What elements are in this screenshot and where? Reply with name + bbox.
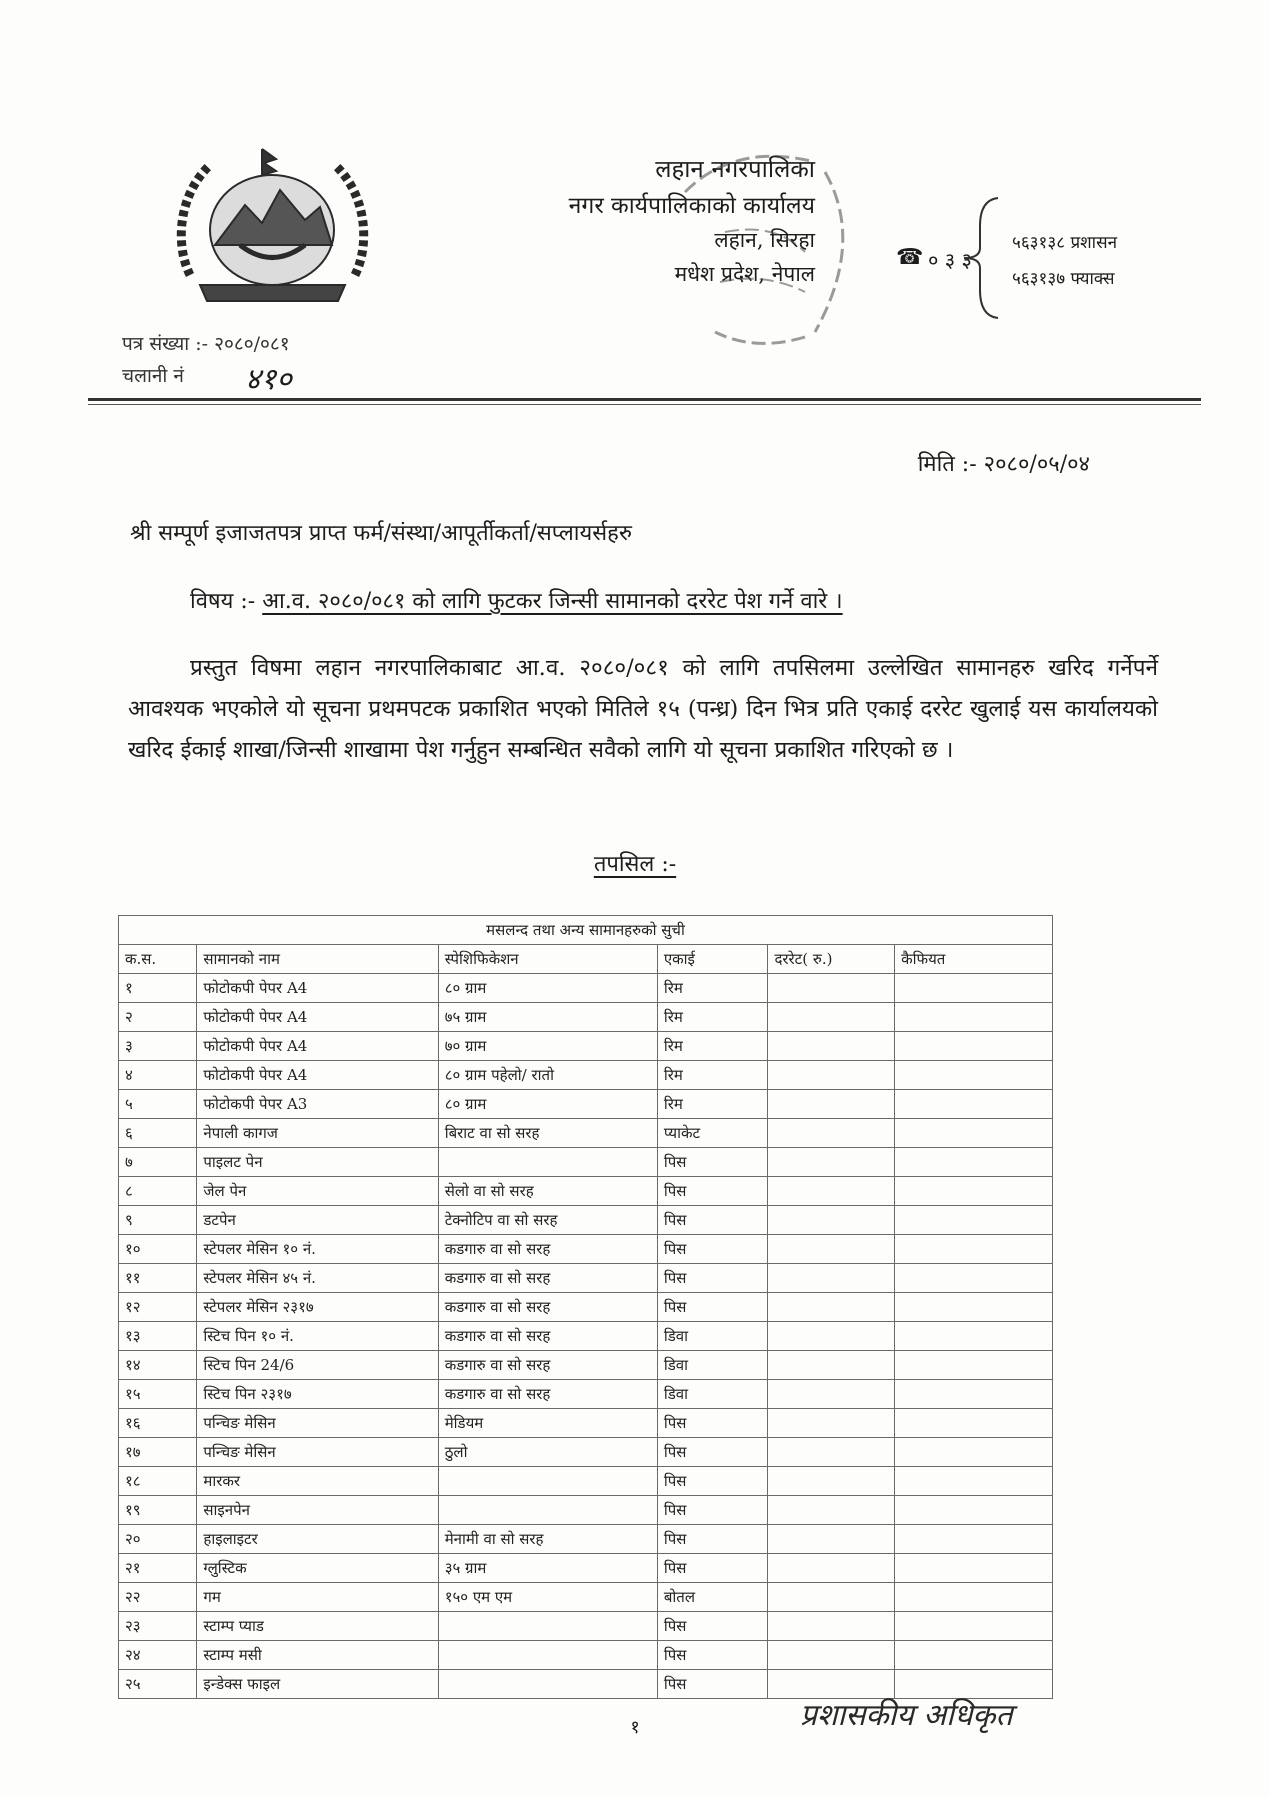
table-row [119, 1554, 1053, 1583]
signature: प्रशासकीय अधिकृत [800, 1698, 1013, 1733]
cell-sn: २२ [119, 1583, 197, 1612]
cell-rate [768, 1177, 895, 1206]
table-row [119, 1438, 1053, 1467]
header-rule-thin [88, 404, 1201, 405]
cell-rate [768, 1583, 895, 1612]
office-province: मधेश प्रदेश, नेपाल [674, 262, 815, 286]
cell-item: इन्डेक्स फाइल [197, 1670, 438, 1699]
cell-spec: टेक्नोटिप वा सो सरह [438, 1206, 657, 1235]
subject-text: आ.व. २०८०/०८१ को लागि फुटकर जिन्सी सामानको दररेट पेश गर्ने वारे । [262, 589, 843, 614]
table-row [119, 1003, 1053, 1032]
cell-sn: ४ [119, 1061, 197, 1090]
cell-spec: ८० ग्राम [438, 1090, 657, 1119]
cell-unit: पिस [657, 1206, 768, 1235]
cell-item: स्टाम्प मसी [197, 1641, 438, 1670]
table-row [119, 1525, 1053, 1554]
cell-remarks [895, 1206, 1053, 1235]
cell-spec: कडगारु वा सो सरह [438, 1235, 657, 1264]
table-row [119, 1293, 1053, 1322]
cell-spec: ३५ ग्राम [438, 1554, 657, 1583]
cell-sn: २४ [119, 1641, 197, 1670]
cell-spec: ठुलो [438, 1438, 657, 1467]
cell-sn: १ [119, 974, 197, 1003]
cell-remarks [895, 1264, 1053, 1293]
schedule-heading [0, 848, 1270, 878]
cell-spec: कडगारु वा सो सरह [438, 1293, 657, 1322]
cell-sn: ३ [119, 1032, 197, 1061]
table-row [119, 1467, 1053, 1496]
cell-item: जेल पेन [197, 1177, 438, 1206]
table-row [119, 1061, 1053, 1090]
cell-remarks [895, 1148, 1053, 1177]
cell-spec: सेलो वा सो सरह [438, 1177, 657, 1206]
table-row [119, 1177, 1053, 1206]
cell-item: स्टाम्प प्याड [197, 1612, 438, 1641]
cell-sn: २३ [119, 1612, 197, 1641]
cell-sn: ६ [119, 1119, 197, 1148]
cell-remarks [895, 1235, 1053, 1264]
cell-spec [438, 1641, 657, 1670]
cell-sn: १० [119, 1235, 197, 1264]
col-header-item: सामानको नाम [197, 945, 438, 974]
cell-unit: रिम [657, 1003, 768, 1032]
cell-item: पन्चिङ मेसिन [197, 1409, 438, 1438]
cell-remarks [895, 1032, 1053, 1061]
cell-spec: ८० ग्राम पहेलो/ रातो [438, 1061, 657, 1090]
cell-sn: ९ [119, 1206, 197, 1235]
cell-spec: कडगारु वा सो सरह [438, 1351, 657, 1380]
table-row [119, 1583, 1053, 1612]
nepal-emblem-icon [170, 135, 375, 310]
cell-unit: पिस [657, 1525, 768, 1554]
body-paragraph: प्रस्तुत विषमा लहान नगरपालिकाबाट आ.व. २०८०/०८१ को लागि तपसिलमा उल्लेखित सामानहरु खरिद गर्नेपर्ने आवश्यक भएकोले यो सूचना प्रथमपटक प्रकाशित भएको मितिले १५ (पन्ध्र) दिन भित्र प्रति एकाई दररेट खुलाई यस कार्यालयको खरिद ईकाई शाखा/जिन्सी शाखामा पेश गर्नुहुन सम्बन्धित सवैको लागि यो सूचना प्रकाशित गरिएको छ । [128, 655, 1158, 763]
table-row [119, 1641, 1053, 1670]
cell-remarks [895, 1525, 1053, 1554]
cell-rate [768, 1061, 895, 1090]
table-row [119, 1409, 1053, 1438]
table-row [119, 1264, 1053, 1293]
cell-sn: २१ [119, 1554, 197, 1583]
cell-sn: १९ [119, 1496, 197, 1525]
cell-unit: रिम [657, 1090, 768, 1119]
cell-remarks [895, 1641, 1053, 1670]
col-header-unit: एकाई [657, 945, 768, 974]
cell-sn: १५ [119, 1380, 197, 1409]
cell-spec: १५० एम एम [438, 1583, 657, 1612]
cell-remarks [895, 1351, 1053, 1380]
cell-spec [438, 1496, 657, 1525]
cell-unit: डिवा [657, 1322, 768, 1351]
cell-spec: मेडियम [438, 1409, 657, 1438]
cell-unit: पिस [657, 1409, 768, 1438]
cell-unit: पिस [657, 1612, 768, 1641]
cell-sn: ७ [119, 1148, 197, 1177]
cell-unit: डिवा [657, 1380, 768, 1409]
cell-rate [768, 1554, 895, 1583]
cell-item: साइनपेन [197, 1496, 438, 1525]
cell-item: पन्चिङ मेसिन [197, 1438, 438, 1467]
cell-rate [768, 1264, 895, 1293]
cell-item: स्टिच पिन २३१७ [197, 1380, 438, 1409]
cell-spec: ७० ग्राम [438, 1032, 657, 1061]
cell-rate [768, 1496, 895, 1525]
table-row [119, 1380, 1053, 1409]
cell-spec [438, 1467, 657, 1496]
cell-unit: डिवा [657, 1351, 768, 1380]
subject-line [190, 585, 843, 615]
cell-remarks [895, 1119, 1053, 1148]
cell-item: ग्लुस्टिक [197, 1554, 438, 1583]
cell-rate [768, 1525, 895, 1554]
cell-item: स्टिच पिन 24/6 [197, 1351, 438, 1380]
cell-rate [768, 1467, 895, 1496]
dispatch-number: ४१० [245, 362, 292, 397]
cell-item: हाइलाइटर [197, 1525, 438, 1554]
cell-sn: २० [119, 1525, 197, 1554]
table-body [119, 974, 1053, 1699]
col-header-remarks: कैफियत [895, 945, 1053, 974]
cell-remarks [895, 974, 1053, 1003]
cell-remarks [895, 1409, 1053, 1438]
cell-rate [768, 974, 895, 1003]
cell-sn: १४ [119, 1351, 197, 1380]
cell-sn: ११ [119, 1264, 197, 1293]
table-row [119, 1235, 1053, 1264]
office-subtitle: नगर कार्यपालिकाको कार्यालय [568, 193, 815, 219]
cell-spec: कडगारु वा सो सरह [438, 1380, 657, 1409]
cell-rate [768, 1235, 895, 1264]
cell-rate [768, 1438, 895, 1467]
cell-remarks [895, 1090, 1053, 1119]
cell-spec [438, 1612, 657, 1641]
cell-unit: रिम [657, 1032, 768, 1061]
cell-unit: पिस [657, 1293, 768, 1322]
cell-item: फोटोकपी पेपर A4 [197, 974, 438, 1003]
cell-unit: पिस [657, 1467, 768, 1496]
cell-remarks [895, 1467, 1053, 1496]
cell-spec: ८० ग्राम [438, 974, 657, 1003]
cell-unit: पिस [657, 1641, 768, 1670]
cell-spec [438, 1148, 657, 1177]
cell-item: स्टेपलर मेसिन ४५ नं. [197, 1264, 438, 1293]
letter-number: पत्र संख्या :- २०८०/०८१ [122, 333, 290, 355]
cell-rate [768, 1641, 895, 1670]
cell-unit: रिम [657, 974, 768, 1003]
page-number: १ [630, 1717, 640, 1738]
cell-sn: १२ [119, 1293, 197, 1322]
cell-rate [768, 1032, 895, 1061]
cell-unit: पिस [657, 1438, 768, 1467]
cell-rate [768, 1293, 895, 1322]
dispatch-label: चलानी नं [122, 365, 184, 387]
cell-remarks [895, 1496, 1053, 1525]
cell-item: स्टेपलर मेसिन १० नं. [197, 1235, 438, 1264]
office-city: लहान, सिरहा [714, 228, 815, 252]
cell-item: फोटोकपी पेपर A4 [197, 1003, 438, 1032]
cell-rate [768, 1119, 895, 1148]
cell-unit: बोतल [657, 1583, 768, 1612]
phone-area-code: ० ३ ३ [928, 248, 972, 272]
table-row [119, 1496, 1053, 1525]
cell-item: फोटोकपी पेपर A4 [197, 1061, 438, 1090]
cell-rate [768, 1148, 895, 1177]
telephone-icon: ☎ [896, 245, 924, 270]
cell-item: नेपाली कागज [197, 1119, 438, 1148]
cell-remarks [895, 1293, 1053, 1322]
cell-sn: २ [119, 1003, 197, 1032]
header-rule [88, 398, 1201, 401]
table-row [119, 1351, 1053, 1380]
cell-sn: १३ [119, 1322, 197, 1351]
cell-rate [768, 1351, 895, 1380]
subject-label: विषय :- [190, 589, 263, 614]
cell-item: डटपेन [197, 1206, 438, 1235]
cell-spec: बिराट वा सो सरह [438, 1119, 657, 1148]
cell-remarks [895, 1612, 1053, 1641]
cell-sn: १८ [119, 1467, 197, 1496]
cell-remarks [895, 1554, 1053, 1583]
table-header-row [119, 945, 1053, 974]
cell-remarks [895, 1177, 1053, 1206]
table-row [119, 974, 1053, 1003]
table-row [119, 1090, 1053, 1119]
cell-unit: पिस [657, 1264, 768, 1293]
cell-remarks [895, 1061, 1053, 1090]
cell-remarks [895, 1583, 1053, 1612]
table-row [119, 1322, 1053, 1351]
cell-rate [768, 1612, 895, 1641]
table-caption: मसलन्द तथा अन्य सामानहरुको सुची [119, 916, 1053, 945]
items-table [118, 915, 1053, 1699]
phone-admin: ५६३१३८ प्रशासन [1012, 233, 1118, 253]
cell-item: फोटोकपी पेपर A3 [197, 1090, 438, 1119]
col-header-spec: स्पेशिफिकेशन [438, 945, 657, 974]
cell-spec: कडगारु वा सो सरह [438, 1322, 657, 1351]
cell-remarks [895, 1322, 1053, 1351]
cell-sn: ५ [119, 1090, 197, 1119]
cell-item: स्टिच पिन १० नं. [197, 1322, 438, 1351]
cell-item: पाइलट पेन [197, 1148, 438, 1177]
cell-remarks [895, 1438, 1053, 1467]
col-header-sn: क.स. [119, 945, 197, 974]
cell-sn: १७ [119, 1438, 197, 1467]
cell-unit: पिस [657, 1670, 768, 1699]
brace-icon [958, 196, 1002, 320]
cell-spec: कडगारु वा सो सरह [438, 1264, 657, 1293]
cell-remarks [895, 1003, 1053, 1032]
table-row [119, 1148, 1053, 1177]
cell-unit: रिम [657, 1061, 768, 1090]
cell-rate [768, 1380, 895, 1409]
cell-item: मारकर [197, 1467, 438, 1496]
table-row [119, 1119, 1053, 1148]
cell-sn: ८ [119, 1177, 197, 1206]
cell-spec: ७५ ग्राम [438, 1003, 657, 1032]
cell-item: फोटोकपी पेपर A4 [197, 1032, 438, 1061]
table-row [119, 1612, 1053, 1641]
cell-remarks [895, 1380, 1053, 1409]
cell-unit: पिस [657, 1554, 768, 1583]
cell-unit: प्याकेट [657, 1119, 768, 1148]
cell-unit: पिस [657, 1496, 768, 1525]
cell-spec [438, 1670, 657, 1699]
schedule-heading-text: तपसिल :- [593, 852, 677, 877]
cell-spec: मेनामी वा सो सरह [438, 1525, 657, 1554]
col-header-rate: दररेट( रु.) [768, 945, 895, 974]
cell-unit: पिस [657, 1235, 768, 1264]
cell-rate [768, 1409, 895, 1438]
letter-date: मिति :- २०८०/०५/०४ [917, 452, 1090, 477]
cell-rate [768, 1322, 895, 1351]
cell-rate [768, 1003, 895, 1032]
cell-unit: पिस [657, 1148, 768, 1177]
cell-rate [768, 1206, 895, 1235]
cell-item: स्टेपलर मेसिन २३१७ [197, 1293, 438, 1322]
cell-unit: पिस [657, 1177, 768, 1206]
cell-item: गम [197, 1583, 438, 1612]
addressee: श्री सम्पूर्ण इजाजतपत्र प्राप्त फर्म/संस्था/आपूर्तीकर्ता/सप्लायर्सहरु [130, 521, 632, 546]
cell-rate [768, 1090, 895, 1119]
cell-sn: २५ [119, 1670, 197, 1699]
table-row [119, 1032, 1053, 1061]
office-name: लहान नगरपालिका [655, 155, 815, 183]
cell-sn: १६ [119, 1409, 197, 1438]
table-row [119, 1206, 1053, 1235]
phone-fax: ५६३१३७ फ्याक्स [1012, 269, 1115, 289]
office-stamp-icon [665, 132, 875, 362]
